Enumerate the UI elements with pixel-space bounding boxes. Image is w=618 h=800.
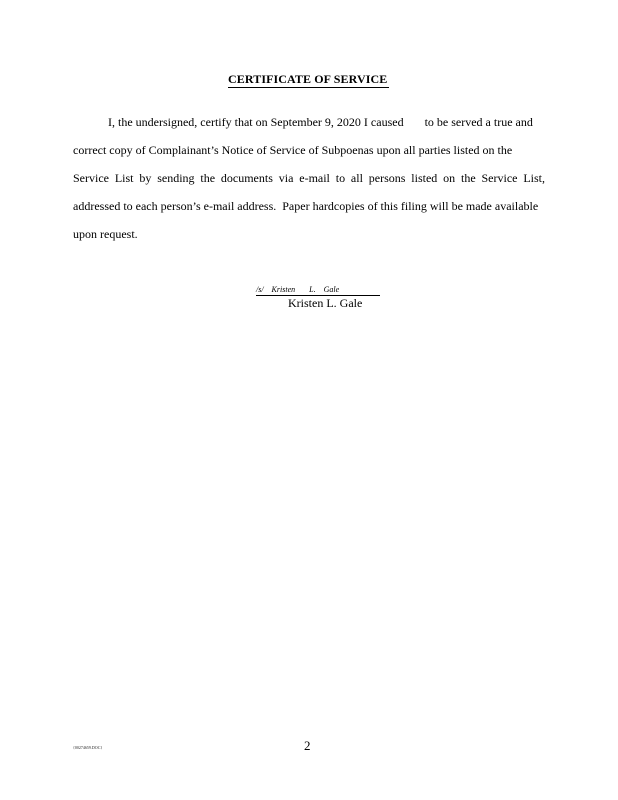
paragraph-line: addressed to each person’s e-mail address. Paper hardcopies of this filing will be made available <box>73 199 539 213</box>
document-id: {00274659.DOC} <box>73 745 103 750</box>
paragraph-line: I, the undersigned, certify that on September 9, 2020 I caused to be served a true and <box>108 115 533 129</box>
signer-name: Kristen L. Gale <box>288 296 363 310</box>
signature-line <box>256 284 380 296</box>
paragraph-line: correct copy of Complainant’s Notice of Service of Subpoenas upon all parties listed on the <box>73 143 513 157</box>
paragraph-line: upon request. <box>73 227 138 241</box>
paragraph-line: Service List by sending the documents via e-mail to all persons listed on the Service List, <box>73 171 545 185</box>
electronic-signature: /s/ Kristen L. Gale <box>256 285 340 294</box>
page-number: 2 <box>304 738 311 753</box>
page-title: CERTIFICATE OF SERVICE <box>228 72 388 86</box>
